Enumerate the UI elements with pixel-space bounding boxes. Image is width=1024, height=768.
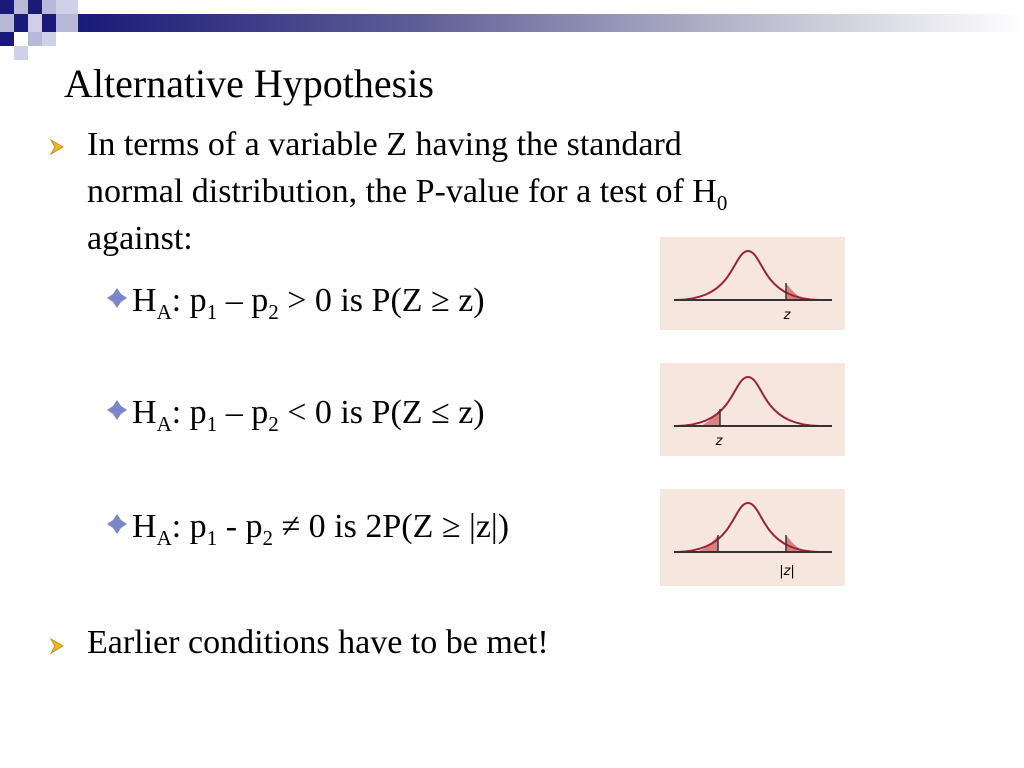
arrow-bullet-icon bbox=[48, 637, 66, 655]
sub-item-text: - p bbox=[217, 508, 263, 545]
bullet-line: In terms of a variable Z having the standard bbox=[87, 126, 682, 163]
deco-square bbox=[0, 32, 14, 46]
subscript: 0 bbox=[716, 191, 728, 215]
normal-curve-left-tail bbox=[660, 363, 845, 456]
sub-item-text: H bbox=[132, 282, 157, 319]
deco-square bbox=[0, 14, 14, 32]
deco-square bbox=[56, 0, 78, 14]
subscript: 2 bbox=[268, 300, 279, 324]
slide-title: Alternative Hypothesis bbox=[64, 61, 434, 106]
sub-item-greater bbox=[106, 278, 485, 335]
header-gradient-bar bbox=[78, 14, 1024, 32]
diamond-bullet-icon bbox=[106, 287, 128, 309]
subscript: A bbox=[156, 300, 172, 324]
subscript: A bbox=[156, 412, 172, 436]
deco-square bbox=[42, 0, 56, 14]
subscript: 1 bbox=[206, 300, 218, 324]
subscript: 2 bbox=[268, 412, 279, 436]
sub-item-not-equal bbox=[106, 504, 509, 561]
sub-item-text: – p bbox=[217, 394, 269, 431]
diamond-bullet-icon bbox=[106, 513, 128, 535]
sub-item-text: H bbox=[132, 394, 157, 431]
deco-square bbox=[28, 0, 42, 14]
subscript: 2 bbox=[262, 526, 274, 550]
bullet-line-text: normal distribution, the P-value for a test of H bbox=[87, 173, 717, 210]
curve-label: z bbox=[715, 434, 723, 449]
normal-curve-two-tail bbox=[660, 489, 845, 586]
bullet-main bbox=[0, 122, 1024, 262]
sub-item-text: : p bbox=[171, 282, 207, 319]
deco-square bbox=[14, 14, 28, 32]
deco-square bbox=[28, 32, 42, 46]
bullet-line: against: bbox=[87, 220, 193, 257]
sub-item-text: > 0 is P(Z ≥ z) bbox=[278, 282, 485, 319]
normal-curve-figure bbox=[660, 237, 845, 330]
diamond-bullet-icon bbox=[106, 399, 128, 421]
bullet-conditions: Earlier conditions have to be met! bbox=[87, 624, 549, 661]
curve-label: z bbox=[783, 308, 791, 323]
normal-curve-figure bbox=[660, 363, 845, 456]
sub-item-text: ≠ 0 is 2P(Z ≥ |z|) bbox=[273, 508, 510, 545]
normal-curve-figure bbox=[660, 489, 845, 586]
subscript: A bbox=[156, 526, 172, 550]
deco-square bbox=[14, 0, 28, 14]
sub-item-text: – p bbox=[217, 282, 269, 319]
sub-item-text: < 0 is P(Z ≤ z) bbox=[278, 394, 485, 431]
sub-item-less bbox=[106, 390, 485, 447]
deco-square bbox=[0, 0, 14, 14]
deco-square bbox=[14, 46, 28, 60]
subscript: 1 bbox=[206, 412, 218, 436]
deco-square bbox=[42, 14, 56, 32]
normal-curve-right-tail bbox=[660, 237, 845, 330]
curve-label: |z| bbox=[779, 564, 795, 579]
sub-item-text: H bbox=[132, 508, 157, 545]
deco-square bbox=[56, 14, 78, 32]
deco-square bbox=[28, 14, 42, 32]
sub-item-text: : p bbox=[171, 508, 207, 545]
header-decoration bbox=[0, 0, 1024, 60]
subscript: 1 bbox=[206, 526, 218, 550]
sub-item-text: : p bbox=[171, 394, 207, 431]
deco-square bbox=[42, 32, 56, 46]
